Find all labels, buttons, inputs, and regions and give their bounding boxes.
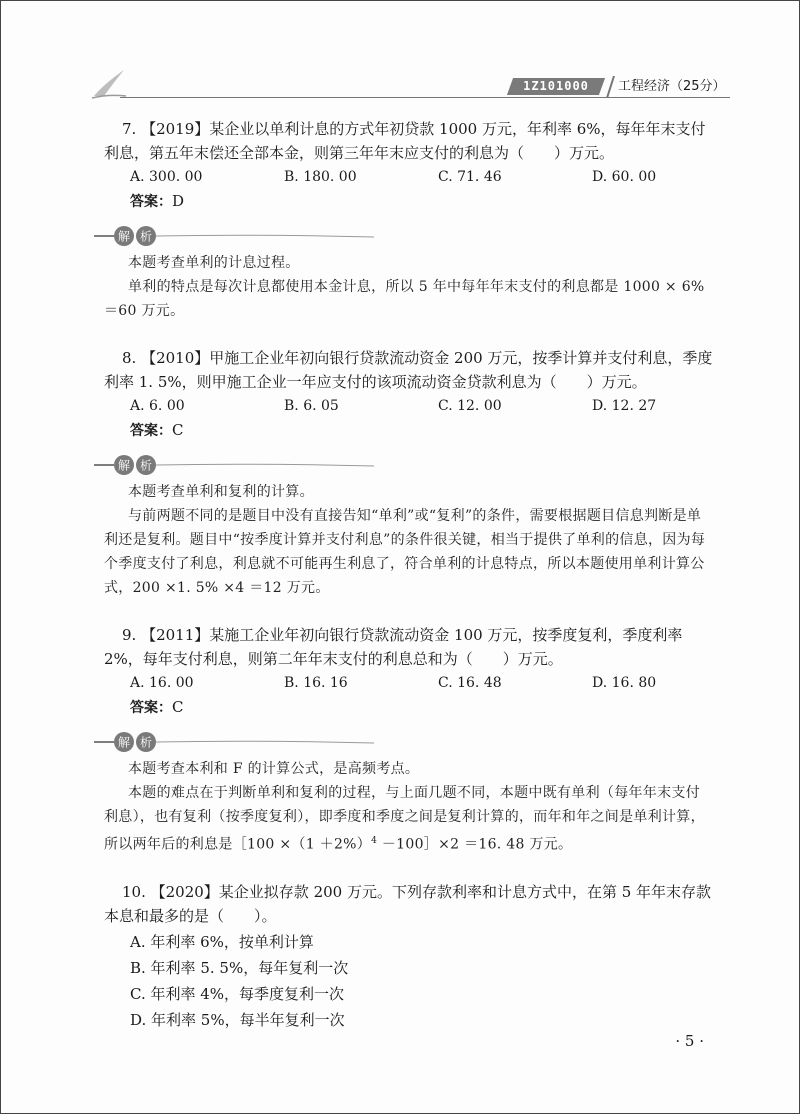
analysis-char-2: 析	[139, 735, 153, 750]
option-c: C. 71. 46	[438, 169, 502, 185]
analysis-header	[104, 454, 714, 476]
running-header	[90, 66, 730, 100]
section-code: 1Z101000	[523, 79, 589, 93]
answer-value: D	[172, 192, 185, 210]
question-10	[104, 880, 714, 1034]
slash-divider-icon	[605, 76, 615, 98]
option-b: B. 6. 05	[284, 398, 339, 414]
analysis-char-2: 析	[139, 229, 153, 244]
analysis-char-2: 析	[139, 458, 153, 473]
option-b: B. 年利率 5. 5%，每年复利一次	[130, 959, 349, 977]
answer-line	[104, 418, 714, 444]
question-9	[104, 623, 714, 857]
option-b: B. 16. 16	[284, 675, 348, 691]
option-d: D. 12. 27	[592, 398, 657, 414]
analysis-char-1: 解	[117, 735, 131, 750]
analysis-char-1: 解	[117, 458, 131, 473]
exponent: 4	[371, 836, 378, 846]
option-d: D. 16. 80	[592, 675, 657, 691]
option-c: C. 年利率 4%，每季度复利一次	[130, 985, 345, 1003]
analysis-header	[104, 731, 714, 753]
analysis-paragraph: 本题考查单利和复利的计算。	[128, 484, 314, 500]
analysis-paragraph: 单利的特点是每次计息都使用本金计息，所以 5 年中每年年末支付的利息都是 1000 × 6% ＝60 万元。	[104, 279, 705, 319]
option-c: C. 16. 48	[438, 675, 502, 691]
answer-label: 答案：	[130, 700, 172, 716]
question-stem: 9. 【2011】某施工企业年初向银行贷款流动资金 100 万元，按季度复利，季度利率 2%，每年支付利息，则第二年年末支付的利息总和为（ ）万元。	[104, 626, 683, 668]
option-b: B. 180. 00	[284, 169, 357, 185]
options-row	[104, 671, 714, 695]
answer-value: C	[172, 421, 184, 439]
analysis-paragraph	[104, 781, 714, 857]
leaf-logo-icon	[90, 66, 130, 100]
analysis-char-1: 解	[117, 229, 131, 244]
answer-line	[104, 695, 714, 721]
question-stem: 7. 【2019】某企业以单利计息的方式年初贷款 1000 万元，年利率 6%，每年年末支付利息，第五年末偿还全部本金，则第三年年末应支付的利息为（ ）万元。	[104, 120, 706, 162]
analysis-text: －100］×2 ＝16. 48 万元。	[377, 836, 573, 853]
answer-label: 答案：	[130, 194, 172, 210]
analysis-text: 本题的难点在于判断单利和复利的过程，与上面几题不同，本题中既有单利（每年年末支付利息），也有复利（按季度复利），即季度和季度之间是复利计算的，而年和年之间是单利计算，所以两年后的利息是［100 ×（1 ＋2%）	[104, 785, 705, 853]
option-a: A. 年利率 6%，按单利计算	[130, 933, 314, 951]
analysis-paragraph: 与前两题不同的是题目中没有直接告知“单利”或“复利”的条件，需要根据题目信息判断是单利还是复利。题目中“按季度计算并支付利息”的条件很关键，相当于提供了单利的信息，因为每个季度支付了利息，利息就不可能再生利息了，符合单利的计息特点，所以本题使用单利计算公式，200 ×1. 5% ×4 ＝12 万元。	[104, 508, 706, 596]
answer-label: 答案：	[130, 423, 172, 439]
option-a: A. 300. 00	[130, 169, 203, 185]
analysis-badge-icon	[94, 225, 374, 247]
option-d: D. 年利率 5%，每半年复利一次	[130, 1011, 345, 1029]
analysis-paragraph: 本题考查本利和 F 的计算公式，是高频考点。	[128, 761, 420, 777]
option-c: C. 12. 00	[438, 398, 502, 414]
option-d: D. 60. 00	[592, 169, 657, 185]
question-stem: 8. 【2010】甲施工企业年初向银行贷款流动资金 200 万元，按季计算并支付利息，季度利率 1. 5%，则甲施工企业一年应支付的该项流动资金贷款利息为（ ）万元。	[104, 349, 713, 391]
analysis-badge-icon	[94, 731, 374, 753]
question-8	[104, 346, 714, 600]
question-stem: 10. 【2020】某企业拟存款 200 万元。下列存款利率和计息方式中，在第 5 年年末存款本息和最多的是（ ）。	[104, 883, 712, 925]
section-code-badge	[507, 78, 605, 95]
header-rule	[120, 97, 730, 98]
answer-value: C	[172, 698, 184, 716]
question-7	[104, 117, 714, 323]
page-number: · 5 ·	[675, 1032, 704, 1050]
options-row	[104, 165, 714, 189]
analysis-paragraph: 本题考查单利的计息过程。	[128, 255, 300, 271]
option-a: A. 16. 00	[130, 675, 194, 691]
options-row	[104, 394, 714, 418]
answer-line	[104, 189, 714, 215]
analysis-header	[104, 225, 714, 247]
option-a: A. 6. 00	[130, 398, 185, 414]
analysis-badge-icon	[94, 454, 374, 476]
header-title: 工程经济（25分）	[618, 79, 726, 94]
